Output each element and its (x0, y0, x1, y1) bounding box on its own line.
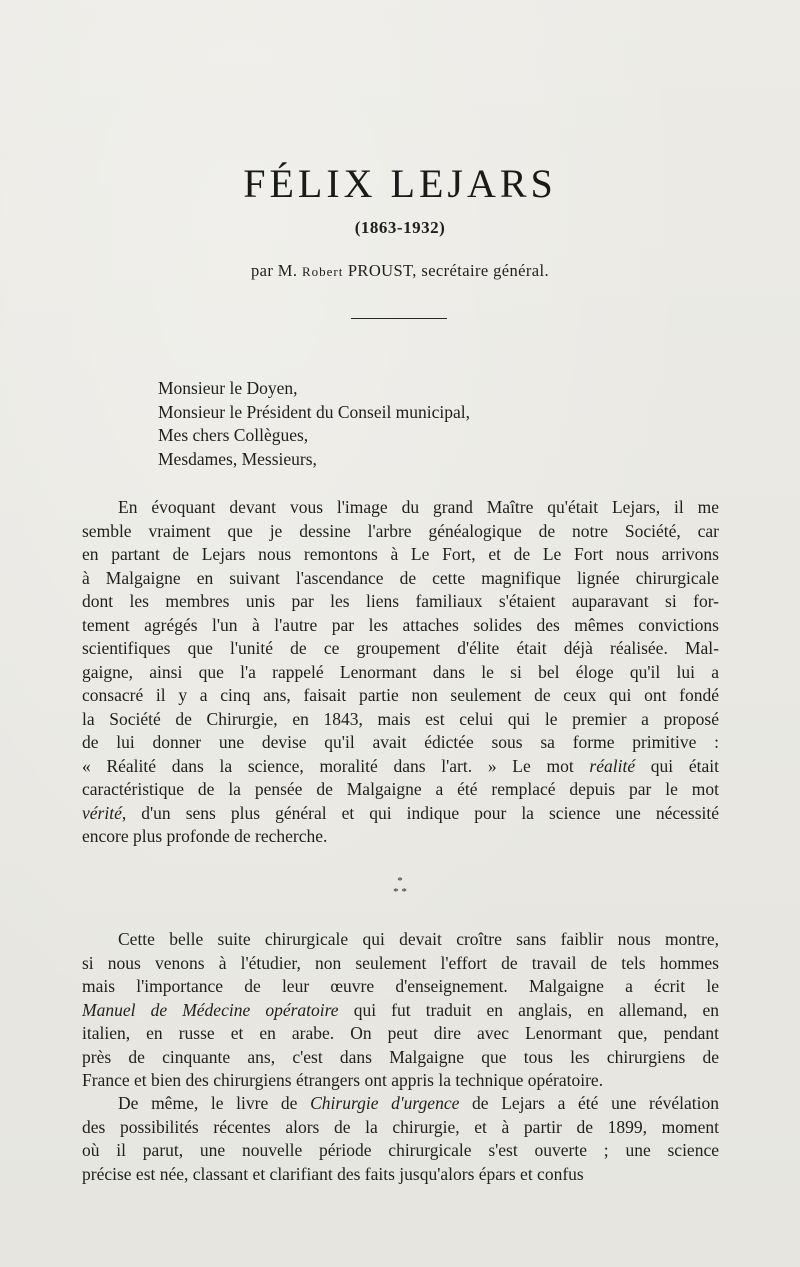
text-segment: de Lejars a été une révélation (459, 1093, 719, 1113)
text-line: des possibilités récentes alors de la chirurgie, et à partir de 1899, moment (82, 1116, 719, 1137)
italic-phrase: vérité (82, 802, 122, 823)
text-line: précise est née, classant et clarifiant des faits jusqu'alors épars et confus (82, 1163, 584, 1184)
text-line: près de cinquante ans, c'est dans Malgaigne que tous les chirurgiens de (82, 1046, 719, 1067)
text-line: France et bien des chirurgiens étrangers ont appris la technique opératoire. (82, 1070, 604, 1090)
text-line: où il parut, une nouvelle période chirurgicale s'est ouverte ; une science (82, 1140, 719, 1160)
salutation-line: Mes chers Collègues, (158, 425, 309, 445)
text-line: en partant de Lejars nous remontons à Le Fort, et de Le Fort nous arrivons (82, 544, 719, 564)
text-line (82, 1092, 719, 1116)
salutation-line: Monsieur le Président du Conseil municipal, (158, 401, 471, 422)
salutation-line: Mesdames, Messieurs, (158, 448, 317, 469)
byline (0, 261, 800, 281)
separator-stars-bottom: * * (393, 886, 407, 898)
text-line (82, 802, 719, 826)
salutation (158, 377, 470, 471)
text-line (82, 755, 719, 779)
salutation-line: Monsieur le Doyen, (158, 378, 298, 398)
text-line: dont les membres unis par les liens familiaux s'étaient auparavant si for- (82, 591, 719, 611)
page-title: FÉLIX LEJARS (243, 161, 557, 206)
text-line: encore plus profonde de recherche. (82, 826, 328, 846)
life-dates: (1863-1932) (354, 218, 446, 237)
text-segment: « Réalité dans la science, moralité dans l'art. » Le mot (82, 755, 590, 776)
author-first-name: Robert (301, 264, 344, 279)
text-line: la Société de Chirurgie, en 1843, mais est celui qui le premier a proposé (82, 708, 719, 729)
italic-phrase: Manuel de Médecine opératoire (82, 999, 339, 1020)
text-line: à Malgaigne en suivant l'ascendance de cette magnifique lignée chirurgicale (82, 567, 719, 588)
paragraph-2 (82, 928, 719, 1093)
title-divider (351, 318, 447, 319)
text-line: de lui donner une devise qu'il avait édictée sous sa forme primitive : (82, 732, 719, 752)
author-last-name: PROUST, (347, 261, 417, 280)
text-line: semble vraiment que je dessine l'arbre généalogique de notre Société, car (82, 520, 719, 541)
section-separator (0, 876, 800, 898)
text-line: En évoquant devant vous l'image du grand Maître qu'était Lejars, il me (118, 497, 719, 517)
author-role: secrétaire général. (421, 261, 549, 280)
text-segment: De même, le livre de (118, 1093, 311, 1113)
text-segment: qui était (635, 755, 720, 776)
text-line: tement agrégés l'un à l'autre par les attaches solides des mêmes convictions (82, 614, 719, 635)
text-segment: qui fut traduit en anglais, en allemand, en (338, 999, 720, 1020)
text-line: italien, en russe et en arabe. On peut dire avec Lenormant que, pendant (82, 1023, 719, 1043)
byline-prefix: par M. (251, 261, 298, 280)
italic-phrase: réalité (589, 755, 636, 776)
text-line: consacré il y a cinq ans, faisait partie non seulement de ceux qui ont fondé (82, 685, 719, 705)
text-line: si nous venons à l'étudier, non seulement l'effort de travail de tels hommes (82, 952, 719, 973)
text-line: mais l'importance de leur œuvre d'enseignement. Malgaigne a écrit le (82, 976, 719, 996)
text-line: caractéristique de la pensée de Malgaigne a été remplacé depuis par le mot (82, 779, 719, 799)
italic-phrase: Chirurgie d'urgence (310, 1093, 460, 1113)
text-segment: , d'un sens plus général et qui indique pour la science une nécessité (121, 802, 719, 823)
text-line (82, 999, 719, 1023)
paragraph-3 (82, 1092, 719, 1186)
text-line: scientifiques que l'unité de ce groupement d'élite était déjà réalisée. Mal- (82, 638, 719, 658)
paragraph-1 (82, 496, 719, 849)
text-line: gaigne, ainsi que l'a rappelé Lenormant dans le si bel éloge qu'il lui a (82, 661, 719, 682)
separator-star-top: * (397, 875, 403, 887)
text-line: Cette belle suite chirurgicale qui devait croître sans faiblir nous montre, (118, 929, 719, 949)
